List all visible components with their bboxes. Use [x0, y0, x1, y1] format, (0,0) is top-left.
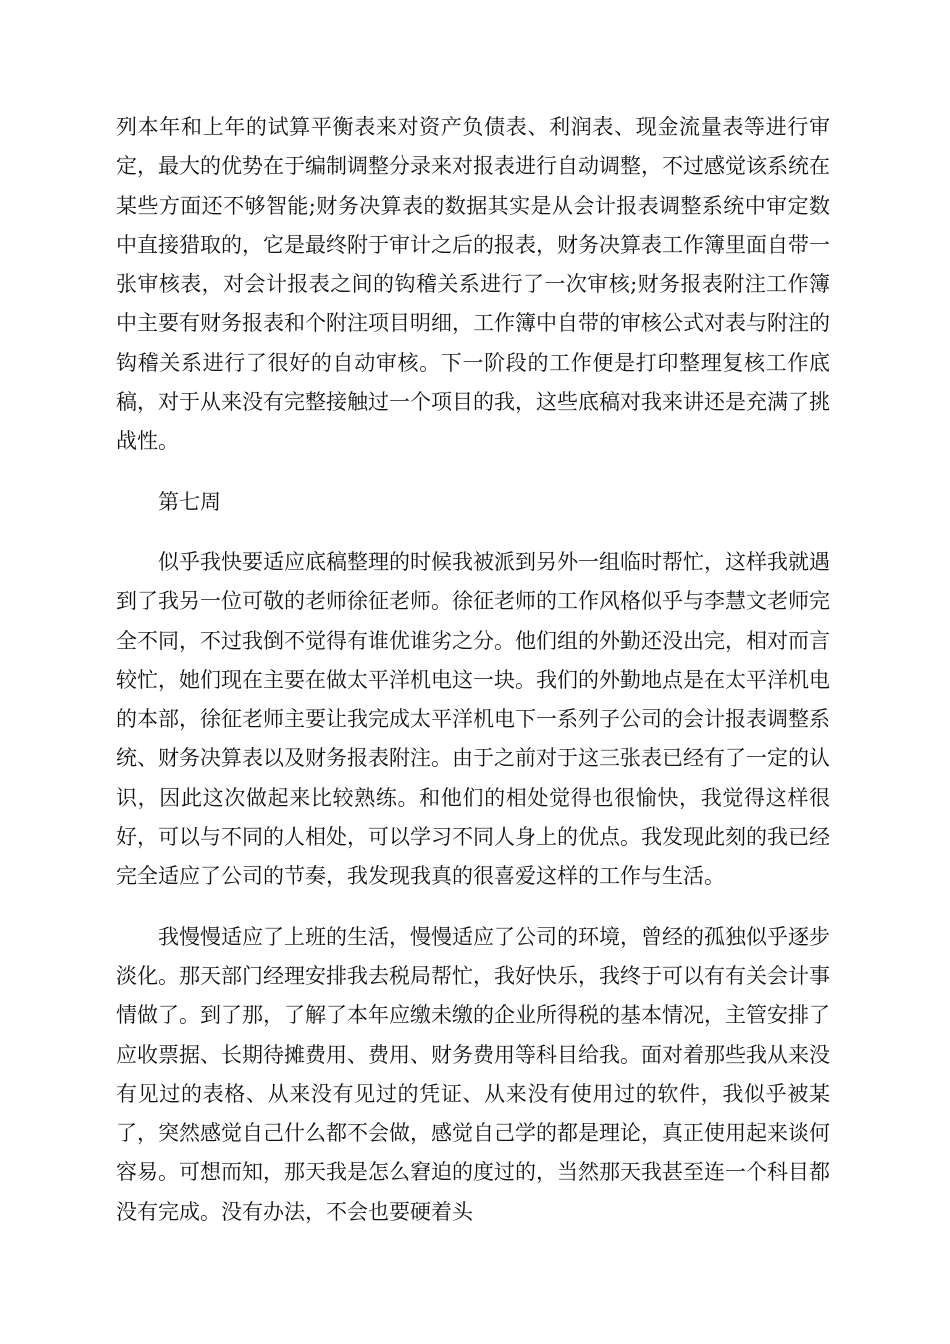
- paragraph-continued: 列本年和上年的试算平衡表来对资产负债表、利润表、现金流量表等进行审定，最大的优势在于编制调整分录来对报表进行自动调整，不过感觉该系统在某些方面还不够智能;财务决算表的数据其实是从会计报表调整系统中审定数中直接猎取的，它是最终附于审计之后的报表，财务决算表工作簿里面自带一张审核表，对会计报表之间的钩稽关系进行了一次审核;财务报表附注工作簿中主要有财务报表和个附注项目明细，工作簿中自带的审核公式对表与附注的钩稽关系进行了很好的自动审核。下一阶段的工作便是打印整理复核工作底稿，对于从来没有完整接触过一个项目的我，这些底稿对我来讲还是充满了挑战性。: [116, 115, 830, 454]
- paragraph-week7-intro: 似乎我快要适应底稿整理的时候我被派到另外一组临时帮忙，这样我就遇到了我另一位可敬的老师徐征老师。徐征老师的工作风格似乎与李慧文老师完全不同，不过我倒不觉得有谁优谁劣之分。他们组的外勤还没出完，相对而言较忙，她们现在主要在做太平洋机电这一块。我们的外勤地点是在太平洋机电的本部，徐征老师主要让我完成太平洋机电下一系列子公司的会计报表调整系统、财务决算表以及财务报表附注。由于之前对于这三张表已经有了一定的认识，因此这次做起来比较熟练。和他们的相处觉得也很愉快，我觉得这样很好，可以与不同的人相处，可以学习不同人身上的优点。我发现此刻的我已经完全适应了公司的节奏，我发现我真的很喜爱这样的工作与生活。: [116, 549, 830, 889]
- document-body: [116, 108, 830, 1232]
- section-heading-week7: 第七周: [158, 489, 221, 514]
- paragraph-tax-bureau: 我慢慢适应了上班的生活，慢慢适应了公司的环境，曾经的孤独似乎逐步淡化。那天部门经理安排我去税局帮忙，我好快乐，我终于可以有有关会计事情做了。到了那，了解了本年应缴未缴的企业所得税的基本情况，主管安排了应收票据、长期待摊费用、费用、财务费用等科目给我。面对着那些我从来没有见过的表格、从来没有见过的凭证、从来没有使用过的软件，我似乎被某了，突然感觉自己什么都不会做，感觉自己学的都是理论，真正使用起来谈何容易。可想而知，那天我是怎么窘迫的度过的，当然那天我甚至连一个科目都没有完成。没有办法，不会也要硬着头: [116, 924, 830, 1224]
